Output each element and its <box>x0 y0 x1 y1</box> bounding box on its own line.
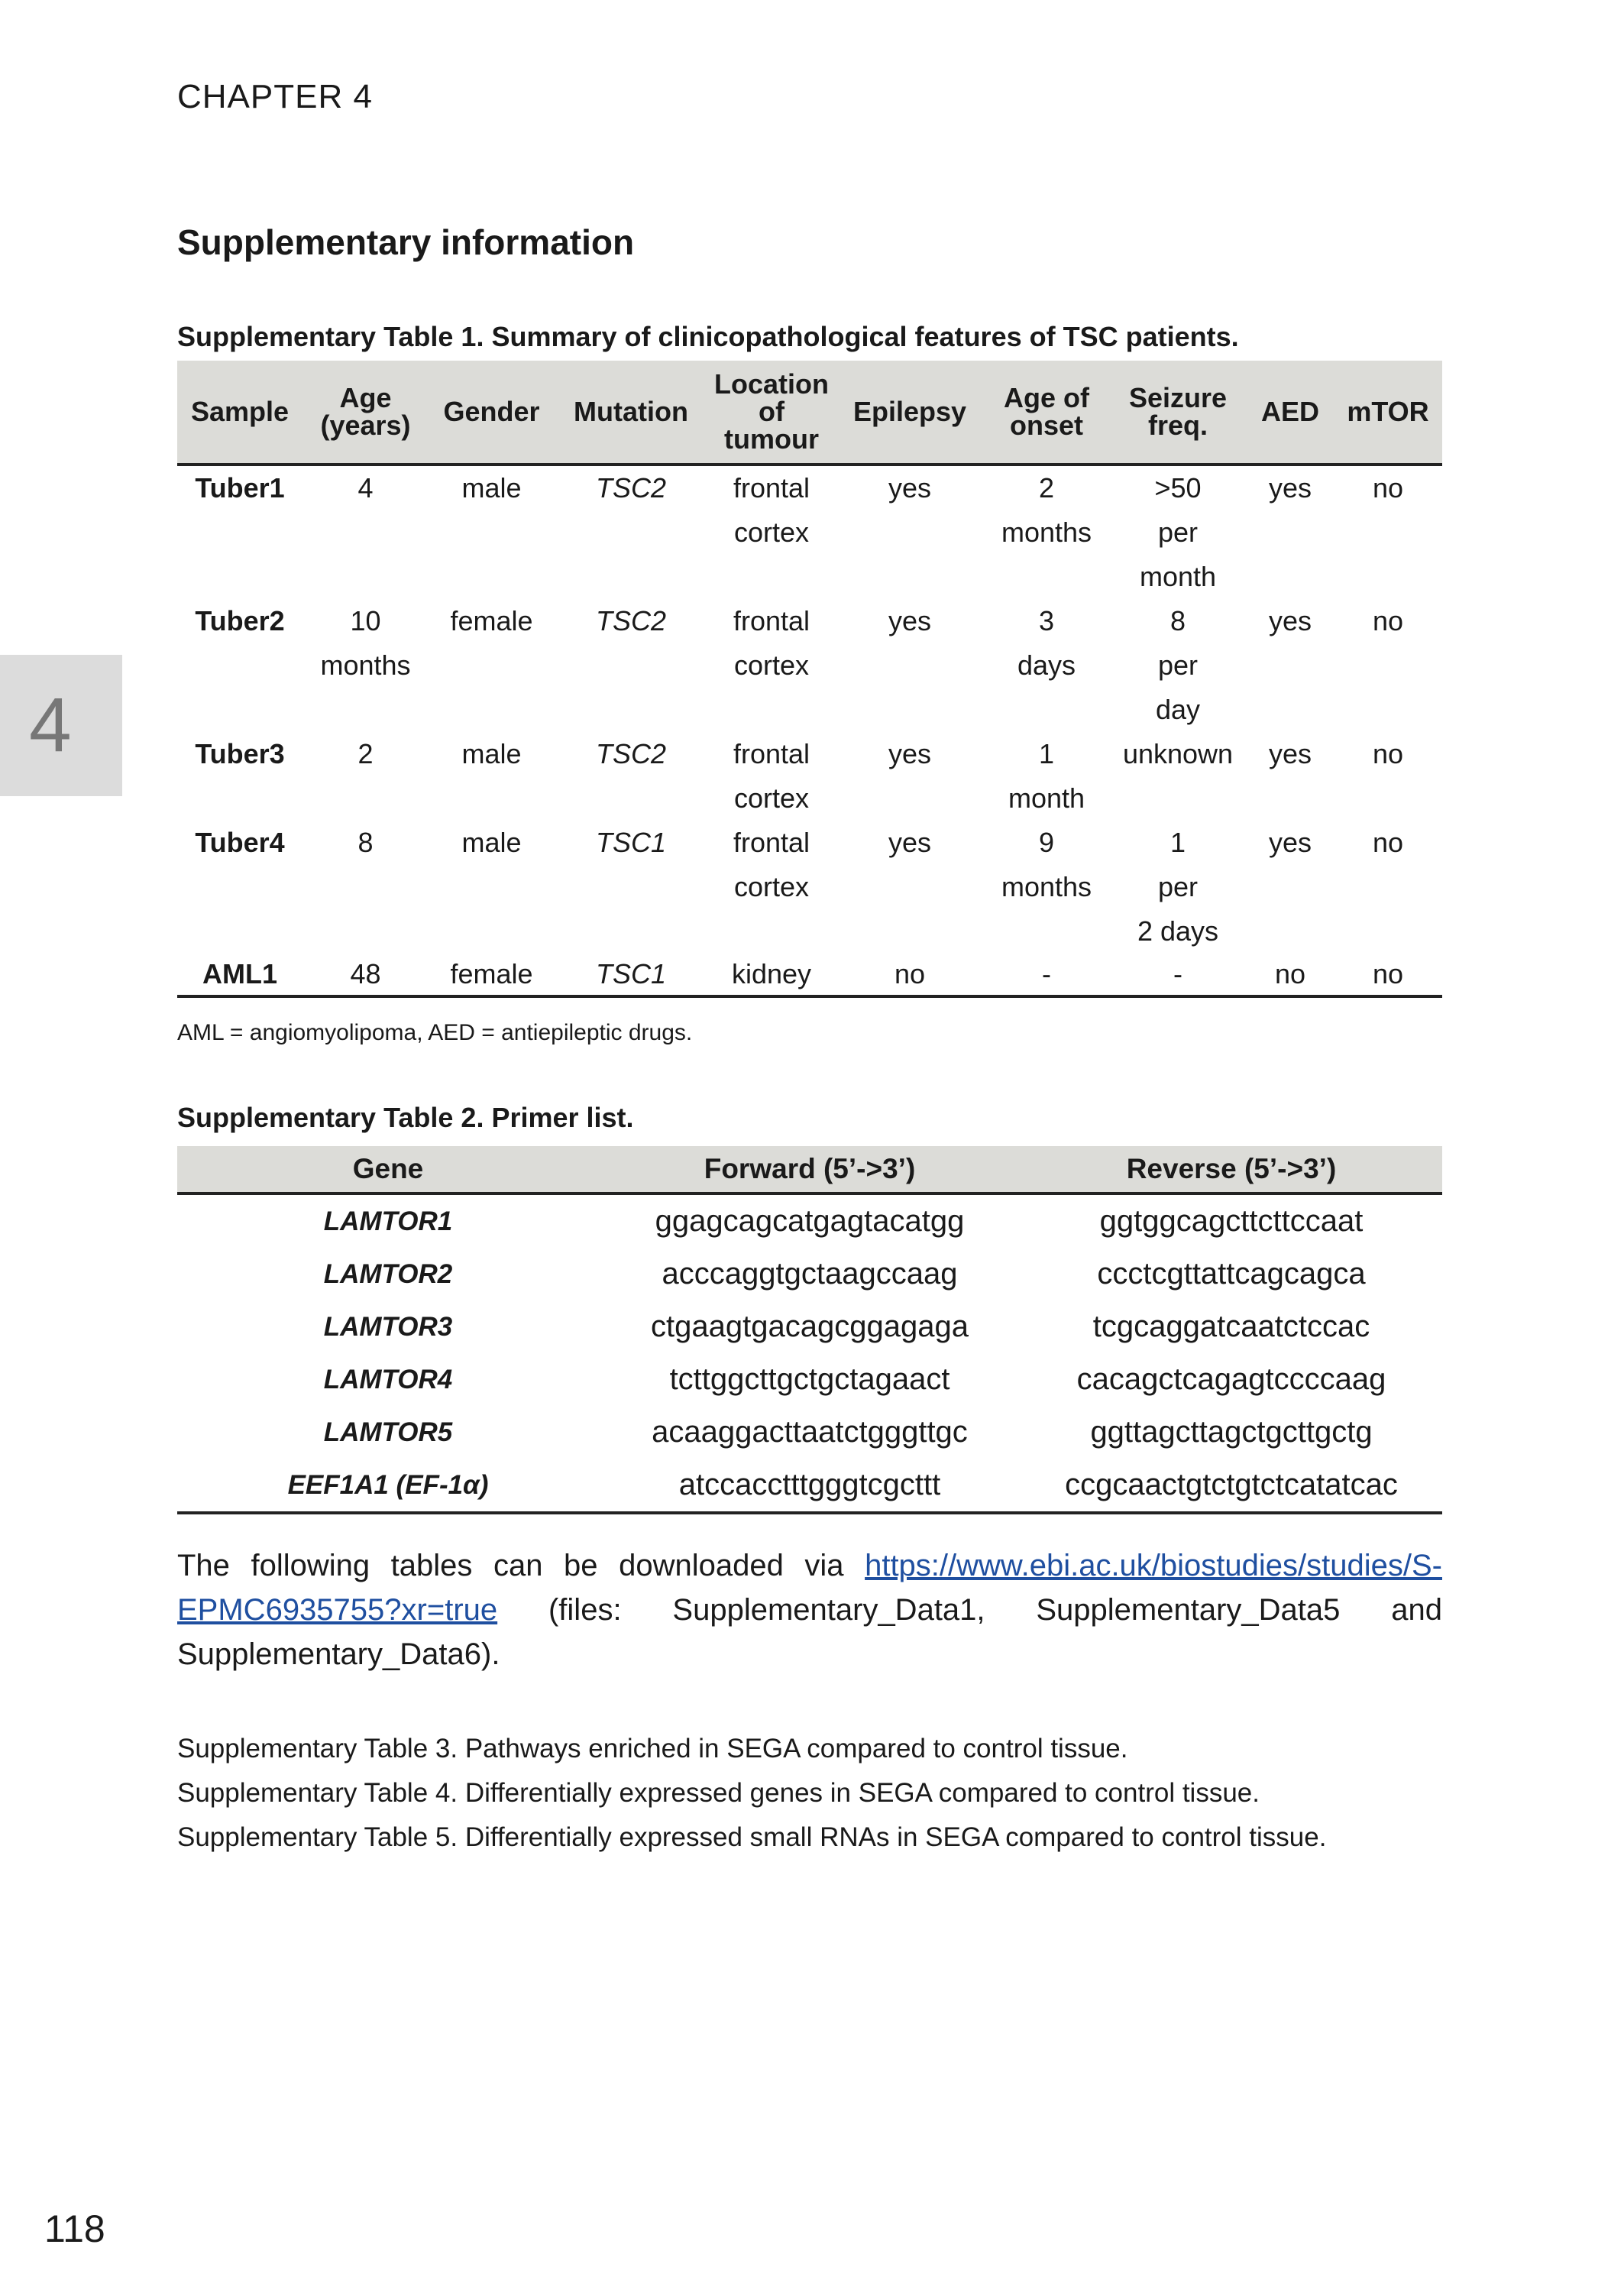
table1-header: Mutation <box>574 396 688 427</box>
onset-cell: 3 days <box>1017 605 1076 681</box>
table2-header-row <box>177 1146 1442 1193</box>
location-cell: frontal cortex <box>733 605 810 681</box>
forward-primer-cell: tcttggcttgctgctagaact <box>669 1362 950 1396</box>
table-row <box>177 954 1442 996</box>
list-item: Supplementary Table 3. Pathways enriched in SEGA compared to control tissue. <box>177 1734 1128 1763</box>
gender-cell: male <box>461 827 522 858</box>
reverse-primer-cell: ccctcgttattcagcagca <box>1097 1257 1366 1291</box>
download-paragraph <box>177 1543 1442 1676</box>
paragraph-text: The following tables can be downloaded via <box>177 1549 865 1582</box>
table1-footnote: AML = angiomyolipoma, AED = antiepileptic drugs. <box>177 1020 693 1045</box>
sample-cell: Tuber4 <box>195 827 285 858</box>
onset-cell: 9 months <box>1001 827 1092 902</box>
gene-cell: LAMTOR1 <box>323 1206 453 1236</box>
reverse-primer-cell: cacagctcagagtccccaag <box>1076 1362 1386 1396</box>
mutation-cell: TSC2 <box>595 472 667 504</box>
sample-cell: Tuber3 <box>195 738 285 769</box>
seizure-freq-cell: >50 per month <box>1139 472 1217 592</box>
age-cell: 8 <box>357 827 374 858</box>
table1-header: Gender <box>443 396 540 427</box>
mtor-cell: no <box>1372 958 1404 989</box>
chapter-tab <box>0 655 122 796</box>
onset-cell: 2 months <box>1001 472 1092 548</box>
forward-primer-cell: acccaggtgctaagccaag <box>662 1257 958 1291</box>
gene-cell: LAMTOR2 <box>323 1258 453 1289</box>
gender-cell: female <box>450 958 533 989</box>
epilepsy-cell: yes <box>888 738 932 769</box>
table2-header: Forward (5’->3’) <box>704 1153 916 1184</box>
onset-cell: - <box>1042 958 1051 989</box>
reverse-primer-cell: ggtggcagcttcttccaat <box>1099 1204 1364 1238</box>
age-cell: 2 <box>357 738 374 769</box>
gender-cell: female <box>450 605 533 636</box>
location-cell: frontal cortex <box>733 472 810 548</box>
table1-header: Age (years) <box>320 382 411 441</box>
chapter-tab-number: 4 <box>29 682 72 768</box>
epilepsy-cell: yes <box>888 827 932 858</box>
section-title: Supplementary information <box>177 222 635 262</box>
table-row <box>177 1406 1442 1459</box>
forward-primer-cell: ggagcagcatgagtacatgg <box>655 1204 965 1238</box>
biostudies-link[interactable]: https://www.ebi.ac.uk/biostudies/studies/S-EPMC6935755?xr=true <box>177 1549 1442 1627</box>
table-row <box>177 599 1442 732</box>
list-item: Supplementary Table 5. Differentially expressed small RNAs in SEGA compared to control tissue. <box>177 1822 1327 1852</box>
table-row <box>177 732 1442 821</box>
table-row <box>177 1459 1442 1513</box>
reverse-primer-cell: ccgcaactgtctgtctcatatcac <box>1065 1468 1398 1501</box>
aed-cell: no <box>1274 958 1306 989</box>
epilepsy-cell: yes <box>888 472 932 504</box>
mutation-cell: TSC1 <box>595 827 667 858</box>
age-cell: 4 <box>357 472 374 504</box>
primer-table <box>177 1146 1442 1514</box>
mtor-cell: no <box>1372 827 1404 858</box>
table1-caption: Supplementary Table 1. Summary of clinicopathological features of TSC patients. <box>177 321 1239 352</box>
gene-cell: LAMTOR5 <box>323 1417 453 1447</box>
gene-cell: LAMTOR4 <box>323 1364 453 1394</box>
list-item: Supplementary Table 4. Differentially expressed genes in SEGA compared to control tissue. <box>177 1778 1260 1808</box>
gene-cell: EEF1A1 (EF-1α) <box>287 1469 489 1500</box>
gender-cell: male <box>461 738 522 769</box>
table-row <box>177 1248 1442 1300</box>
page-number: 118 <box>44 2207 105 2250</box>
seizure-freq-cell: unknown <box>1122 738 1234 769</box>
table1-header: Seizure freq. <box>1128 382 1228 441</box>
mutation-cell: TSC2 <box>595 738 667 769</box>
table-row <box>177 1193 1442 1248</box>
location-cell: frontal cortex <box>733 738 810 814</box>
table-row <box>177 465 1442 599</box>
table1-header: Location of tumour <box>714 368 829 455</box>
mtor-cell: no <box>1372 605 1404 636</box>
table-row <box>177 1353 1442 1406</box>
reverse-primer-cell: tcgcaggatcaatctccac <box>1092 1310 1370 1343</box>
chapter-heading: CHAPTER 4 <box>177 78 373 115</box>
seizure-freq-cell: 8 per day <box>1155 605 1201 725</box>
table-row <box>177 1300 1442 1353</box>
table1-header: AED <box>1260 396 1319 427</box>
clinicopathological-table <box>177 361 1442 998</box>
gene-cell: LAMTOR3 <box>323 1311 453 1342</box>
gender-cell: male <box>461 472 522 504</box>
table1-header: Age of onset <box>1004 382 1089 441</box>
seizure-freq-cell: 1 per 2 days <box>1137 827 1219 947</box>
age-cell: 10 months <box>320 605 411 681</box>
table1-header: Epilepsy <box>852 396 967 427</box>
sample-cell: Tuber1 <box>195 472 285 504</box>
location-cell: kidney <box>731 958 812 989</box>
table1-header: mTOR <box>1347 396 1429 427</box>
reverse-primer-cell: ggttagcttagctgcttgctg <box>1090 1415 1373 1449</box>
epilepsy-cell: no <box>894 958 926 989</box>
table2-header: Reverse (5’->3’) <box>1126 1153 1337 1184</box>
mutation-cell: TSC1 <box>595 958 667 989</box>
table2-caption: Supplementary Table 2. Primer list. <box>177 1102 634 1133</box>
location-cell: frontal cortex <box>733 827 810 902</box>
supplementary-table-list <box>177 1727 1326 1860</box>
sample-cell: Tuber2 <box>195 605 285 636</box>
forward-primer-cell: ctgaagtgacagcggagaga <box>651 1310 969 1343</box>
mtor-cell: no <box>1372 472 1404 504</box>
age-cell: 48 <box>350 958 381 989</box>
aed-cell: yes <box>1268 738 1312 769</box>
epilepsy-cell: yes <box>888 605 932 636</box>
table2-header: Gene <box>352 1153 424 1184</box>
forward-primer-cell: acaaggacttaatctgggttgc <box>652 1415 968 1449</box>
aed-cell: yes <box>1268 827 1312 858</box>
mutation-cell: TSC2 <box>595 605 667 636</box>
mtor-cell: no <box>1372 738 1404 769</box>
aed-cell: yes <box>1268 605 1312 636</box>
seizure-freq-cell: - <box>1173 958 1182 989</box>
forward-primer-cell: atccacctttgggtcgcttt <box>678 1468 941 1501</box>
paragraph-text: (files: Supplementary_Data1, Supplementary_Data5 and Supplementary_Data6). <box>177 1593 1442 1671</box>
table-row <box>177 821 1442 954</box>
table1-header-row <box>177 361 1442 465</box>
onset-cell: 1 month <box>1008 738 1085 814</box>
sample-cell: AML1 <box>202 958 277 989</box>
aed-cell: yes <box>1268 472 1312 504</box>
table1-header: Sample <box>190 396 290 427</box>
